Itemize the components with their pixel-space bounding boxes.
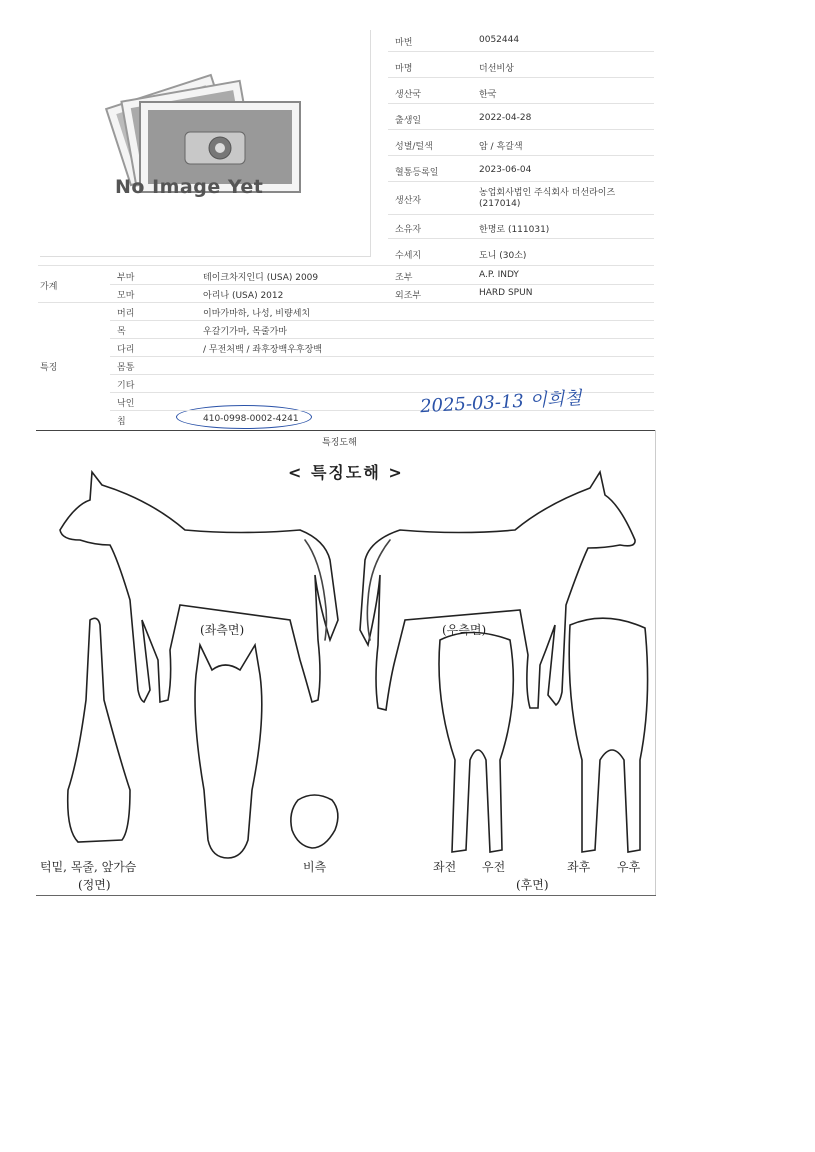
sex-color-label: 성별/털색 — [395, 142, 433, 152]
right-side-caption: (우측면) — [442, 623, 487, 637]
leg-label-lh: 좌후 — [567, 860, 591, 874]
country-label: 생산국 — [395, 90, 422, 100]
damsire-value: HARD SPUN — [479, 288, 533, 298]
horse-name-label: 마명 — [395, 64, 413, 74]
grandsire-label: 조부 — [395, 273, 413, 283]
registration-date-value: 2023-06-04 — [479, 165, 532, 175]
owner-label: 소유자 — [395, 225, 422, 235]
birthdate-label: 출생일 — [395, 116, 422, 126]
breeder-code: (217014) — [479, 199, 521, 209]
sire-value: 테이크차지인디 (USA) 2009 — [203, 273, 319, 283]
trainer-value: 도니 (30소) — [479, 251, 527, 261]
handwritten-date-signature: 2025-03-13 이희철 — [419, 387, 583, 418]
dam-label: 모마 — [117, 291, 135, 301]
front-view-caption: 턱밑, 목줄, 앞가슴 — [40, 860, 137, 874]
feature-neck-label: 목 — [117, 327, 126, 337]
breeder-label: 생산자 — [395, 196, 422, 206]
diagram-header: 특징도해 — [322, 438, 357, 448]
front-view-caption-2: (정면) — [78, 878, 111, 892]
registration-date-label: 혈통등록일 — [395, 168, 439, 178]
feature-neck-value: 우갈기가마, 목줄가마 — [203, 327, 287, 337]
horse-name-value: 더선비상 — [479, 64, 514, 74]
front-chest-outline — [68, 618, 130, 842]
hind-legs-outline — [569, 618, 647, 852]
pedigree-section-label: 가계 — [40, 282, 58, 292]
horse-number-value: 0052444 — [479, 35, 520, 45]
birthdate-value: 2022-04-28 — [479, 113, 532, 123]
feature-head-label: 머리 — [117, 309, 135, 319]
sire-label: 부마 — [117, 273, 135, 283]
face-front-outline — [195, 645, 262, 858]
leg-label-rh: 우후 — [617, 860, 641, 874]
features-section-label: 특징 — [40, 363, 58, 373]
horse-number-label: 마번 — [395, 38, 413, 48]
country-value: 한국 — [479, 90, 497, 100]
grandsire-value: A.P. INDY — [479, 270, 519, 280]
muzzle-caption: 비측 — [303, 860, 327, 874]
feature-other-label: 기타 — [117, 381, 135, 391]
dam-value: 아리나 (USA) 2012 — [203, 291, 284, 301]
right-side-horse-outline — [360, 472, 635, 710]
left-side-caption: (좌측면) — [200, 623, 245, 637]
feature-chip-value: 410-0998-0002-4241 — [203, 414, 299, 424]
leg-label-rf: 우전 — [482, 860, 506, 874]
muzzle-outline — [291, 795, 338, 848]
trainer-label: 수세지 — [395, 251, 422, 261]
feature-body-label: 몸통 — [117, 363, 135, 373]
damsire-label: 외조부 — [395, 291, 422, 301]
breeder-value: 농업회사법인 주식회사 더선라이즈 — [479, 188, 616, 198]
feature-head-value: 이마가마하, 나성, 비량세치 — [203, 309, 311, 319]
feature-brand-label: 낙인 — [117, 399, 135, 409]
feature-chip-label: 칩 — [117, 417, 126, 427]
rear-view-caption: (후면) — [516, 878, 549, 892]
leg-label-lf: 좌전 — [433, 860, 457, 874]
owner-value: 한명로 (111031) — [479, 225, 550, 235]
no-image-text: No Image Yet — [115, 176, 264, 198]
feature-legs-value: / 무전처백 / 좌후장백우후장백 — [203, 345, 322, 355]
diagram-title: < 특징도해 > — [288, 463, 404, 482]
front-legs-outline — [439, 633, 513, 853]
feature-legs-label: 다리 — [117, 345, 135, 355]
sex-color-value: 암 / 흑갈색 — [479, 142, 523, 152]
